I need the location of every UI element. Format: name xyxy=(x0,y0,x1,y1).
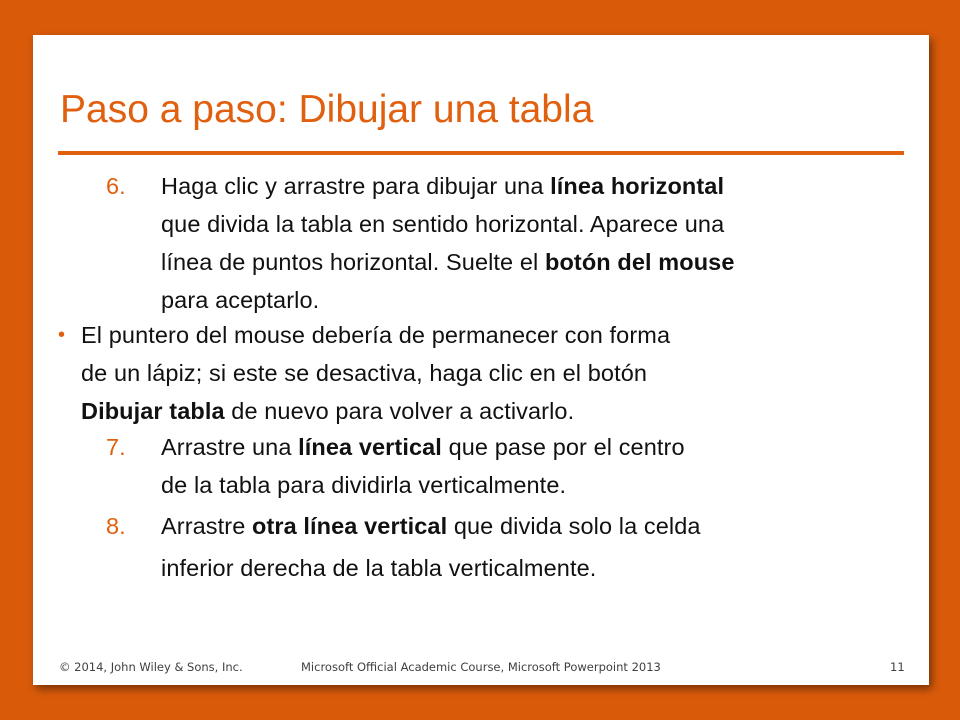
slide-title: Paso a paso: Dibujar una tabla xyxy=(60,88,594,131)
step-8-line-1 xyxy=(161,507,701,545)
step-7-line-1-text-c: que pase por el centro xyxy=(441,434,685,460)
bullet-line-1: El puntero del mouse debería de permanecer con forma xyxy=(81,322,671,348)
step-6-line-2: que divida la tabla en sentido horizontal. Aparece una xyxy=(161,211,725,237)
step-7-text xyxy=(161,428,685,504)
step-6-number: 6. xyxy=(106,173,126,199)
bullet-line-3-text: de nuevo para volver a activarlo. xyxy=(224,398,575,424)
step-6-line-3 xyxy=(161,243,734,281)
step-8-line-1-text-a: Arrastre xyxy=(161,513,252,539)
step-6-line-1-text: Haga clic y arrastre para dibujar una xyxy=(161,173,551,199)
step-7-line-2: de la tabla para dividirla verticalmente. xyxy=(161,472,567,498)
footer-course: Microsoft Official Academic Course, Microsoft Powerpoint 2013 xyxy=(301,660,661,674)
slide xyxy=(33,35,929,685)
step-7-line-1-text-a: Arrastre una xyxy=(161,434,299,460)
step-6-line-3-text: línea de puntos horizontal. Suelte el xyxy=(161,249,545,275)
step-6-text xyxy=(161,167,734,319)
step-8-emphasis-other-vertical-line: otra línea vertical xyxy=(252,513,448,539)
step-7-line-1 xyxy=(161,428,685,466)
footer-page-number: 11 xyxy=(890,660,905,674)
step-8-line-1-text-c: que divida solo la celda xyxy=(447,513,701,539)
bullet-line-2: de un lápiz; si este se desactiva, haga clic en el botón xyxy=(81,360,648,386)
bullet-marker: • xyxy=(58,324,66,346)
step-6-line-4: para aceptarlo. xyxy=(161,287,320,313)
bullet-emphasis-draw-table: Dibujar tabla xyxy=(81,398,225,424)
bullet-item xyxy=(58,316,878,430)
step-7 xyxy=(106,428,906,504)
bullet-text xyxy=(81,316,670,430)
step-8-text xyxy=(161,507,701,587)
bullet-line-3 xyxy=(81,392,670,430)
step-7-number: 7. xyxy=(106,434,126,460)
step-6 xyxy=(106,167,906,319)
footer-copyright: © 2014, John Wiley & Sons, Inc. xyxy=(59,660,243,674)
step-8-line-2: inferior derecha de la tabla verticalmente. xyxy=(161,555,597,581)
step-6-emphasis-horizontal-line: línea horizontal xyxy=(550,173,725,199)
step-6-emphasis-mouse-button: botón del mouse xyxy=(544,249,735,275)
step-7-emphasis-vertical-line: línea vertical xyxy=(298,434,442,460)
step-8-number: 8. xyxy=(106,513,126,539)
step-8 xyxy=(106,507,906,583)
title-underline xyxy=(58,151,904,155)
step-6-line-1 xyxy=(161,167,734,205)
